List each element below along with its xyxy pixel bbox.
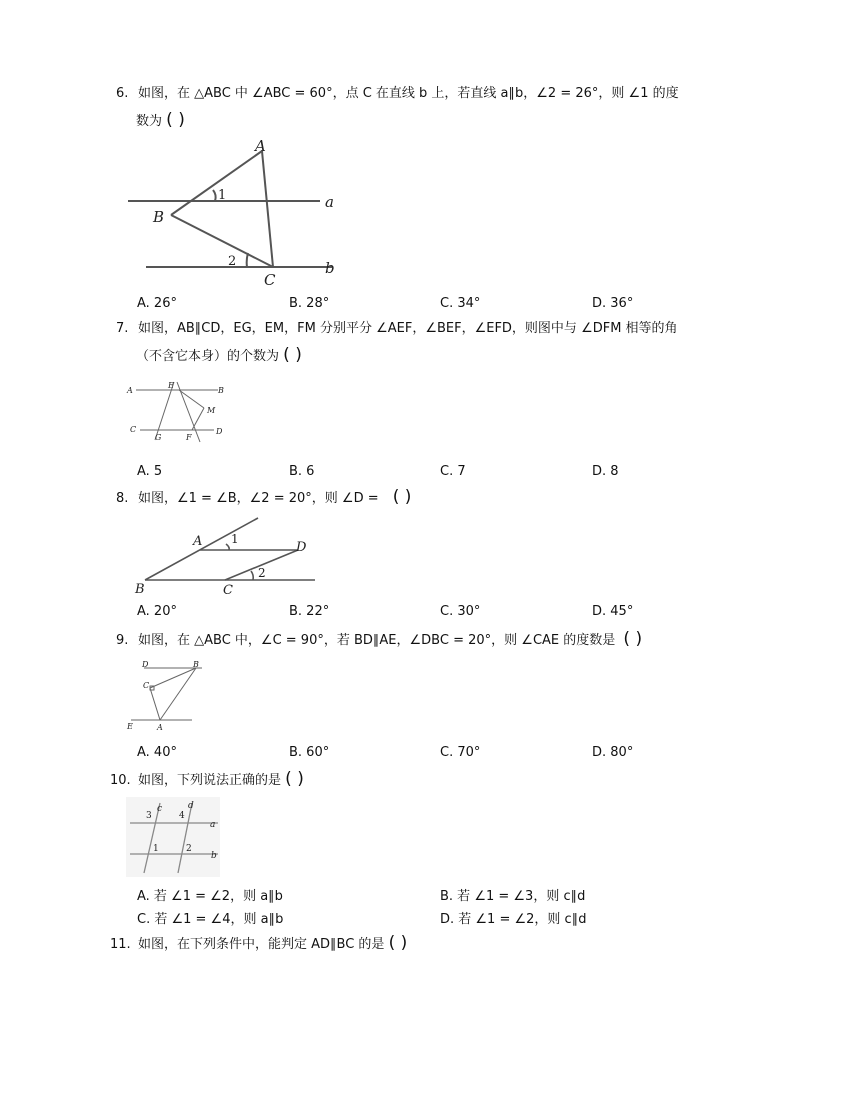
options-q10-row1 (137, 885, 697, 905)
option-d[interactable]: D. 45° (592, 604, 634, 619)
question-7-line2 (136, 342, 302, 370)
option-c[interactable]: C. 7 (440, 464, 466, 479)
option-a[interactable]: A. 40° (137, 745, 177, 760)
question-text: 如图，在下列条件中，能判定 AD∥BC 的是 (138, 937, 385, 952)
fig10-label-3: 3 (146, 811, 152, 821)
fig8-label-D: D (296, 540, 307, 555)
figure-q9 (124, 656, 209, 736)
fig7-label-D: D (216, 427, 223, 436)
fig10-label-1: 1 (153, 844, 159, 854)
fig8-label-A: A (193, 534, 203, 549)
options-q7 (137, 464, 697, 484)
fig9-label-B: B (193, 660, 199, 669)
answer-blank: ( ) (166, 110, 185, 130)
question-8-line1 (116, 484, 411, 512)
figure-q8 (132, 514, 322, 598)
question-text-cont: （不含它本身）的个数为 (136, 349, 280, 364)
option-a[interactable]: A. 若 ∠1 = ∠2，则 a∥b (137, 889, 283, 904)
answer-blank: ( ) (283, 345, 302, 365)
option-b[interactable]: B. 22° (289, 604, 330, 619)
option-b[interactable]: B. 60° (289, 745, 330, 760)
question-text: 如图，AB∥CD，EG，EM，FM 分别平分 ∠AEF，∠BEF，∠EFD，则图中与 ∠DFM 相等的角 (138, 321, 678, 336)
option-c[interactable]: C. 若 ∠1 = ∠4，则 a∥b (137, 912, 284, 927)
option-c[interactable]: C. 30° (440, 604, 481, 619)
question-text-cont: 数为 (136, 114, 163, 129)
question-number: 11. (110, 937, 131, 952)
fig7-label-E: E (168, 381, 174, 390)
question-number: 10. (110, 773, 131, 788)
option-a[interactable]: A. 26° (137, 296, 177, 311)
option-a[interactable]: A. 5 (137, 464, 163, 479)
question-6-line2 (136, 107, 185, 135)
fig8-label-C: C (223, 583, 233, 598)
question-11-line1 (110, 930, 407, 958)
fig9-label-C: C (143, 681, 150, 690)
fig8-label-1: 1 (231, 532, 239, 546)
question-9-line1 (116, 626, 642, 654)
fig6-label-A: A (255, 137, 266, 155)
fig10-label-4: 4 (179, 811, 185, 821)
figure-q6 (125, 138, 350, 288)
fig7-label-C: C (130, 425, 137, 434)
fig10-label-d: d (188, 801, 194, 811)
fig9-label-E: E (127, 722, 133, 731)
option-a[interactable]: A. 20° (137, 604, 177, 619)
options-q8 (137, 604, 697, 624)
fig10-label-c: c (157, 804, 163, 814)
question-text: 如图，在 △ABC 中 ∠ABC = 60°，点 C 在直线 b 上，若直线 a∥b，∠2 = 26°，则 ∠1 的度 (138, 86, 679, 101)
fig6-label-C: C (264, 271, 276, 289)
option-d[interactable]: D. 80° (592, 745, 634, 760)
option-b[interactable]: B. 6 (289, 464, 315, 479)
fig7-label-B: B (218, 386, 224, 395)
question-6-line1 (116, 81, 679, 107)
fig10-label-a: a (210, 820, 216, 830)
fig9-label-D: D (142, 660, 149, 669)
fig10-label-b: b (211, 851, 217, 861)
option-d[interactable]: D. 若 ∠1 = ∠2，则 c∥d (440, 912, 587, 927)
options-q10-row2 (137, 908, 697, 928)
fig6-label-a: a (325, 193, 334, 211)
options-q9 (137, 745, 697, 765)
option-c[interactable]: C. 34° (440, 296, 481, 311)
option-b[interactable]: B. 28° (289, 296, 330, 311)
fig8-label-B: B (135, 582, 145, 597)
options-q6 (137, 296, 697, 316)
answer-blank: ( ) (285, 769, 304, 789)
option-b[interactable]: B. 若 ∠1 = ∠3，则 c∥d (440, 889, 586, 904)
fig6-label-1: 1 (218, 188, 227, 203)
fig9-label-A: A (157, 723, 163, 732)
figure-q7 (124, 376, 234, 446)
option-d[interactable]: D. 8 (592, 464, 619, 479)
question-10-line1 (110, 766, 304, 794)
fig6-label-b: b (325, 259, 335, 277)
question-text: 如图，下列说法正确的是 (138, 773, 282, 788)
question-number: 9. (116, 633, 129, 648)
question-text: 如图，在 △ABC 中，∠C = 90°，若 BD∥AE，∠DBC = 20°，则 ∠CAE 的度数是 (138, 633, 616, 648)
fig8-label-2: 2 (258, 566, 266, 580)
question-number: 6. (116, 86, 129, 101)
question-7-line1 (116, 316, 678, 342)
option-d[interactable]: D. 36° (592, 296, 634, 311)
fig6-label-B: B (153, 208, 165, 226)
fig6-label-2: 2 (228, 254, 237, 269)
option-c[interactable]: C. 70° (440, 745, 481, 760)
figure-q10 (126, 797, 220, 877)
answer-blank: ( ) (392, 487, 412, 507)
question-number: 8. (116, 491, 129, 506)
fig7-label-F: F (186, 433, 192, 442)
fig7-label-A: A (127, 386, 133, 395)
answer-blank: ( ) (623, 629, 643, 649)
answer-blank: ( ) (388, 933, 408, 953)
question-number: 7. (116, 321, 129, 336)
fig10-label-2: 2 (186, 844, 192, 854)
fig7-label-G: G (155, 433, 162, 442)
fig7-label-M: M (207, 406, 216, 415)
question-text: 如图，∠1 = ∠B，∠2 = 20°，则 ∠D = (138, 491, 379, 506)
